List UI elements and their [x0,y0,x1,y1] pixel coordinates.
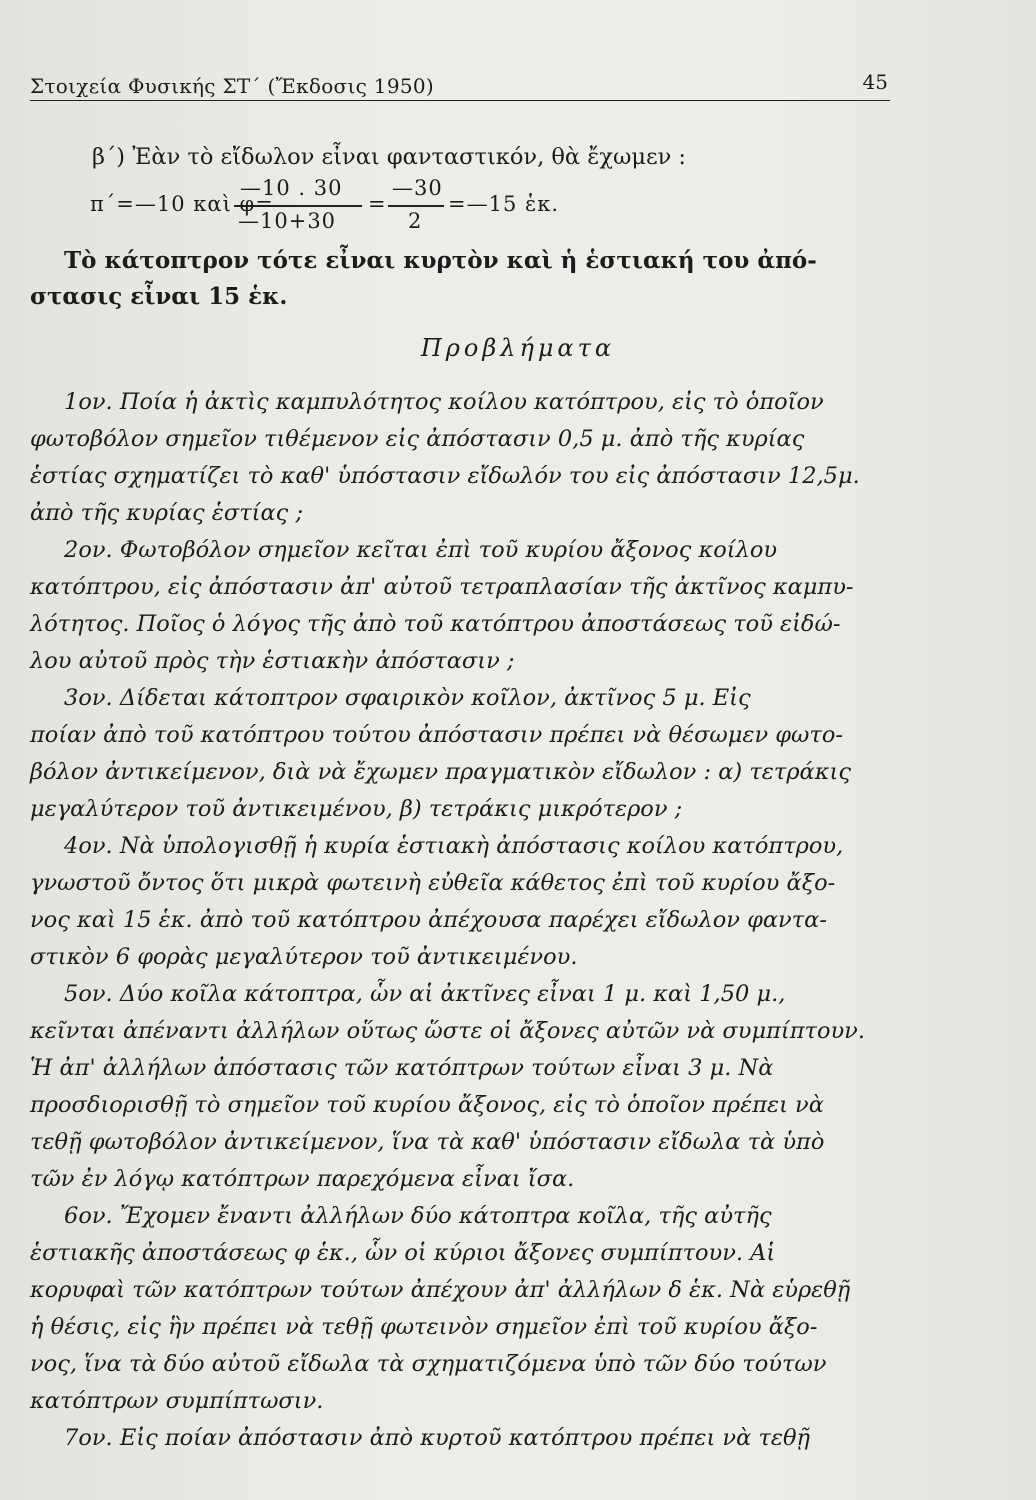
conclusion-line-2: στασις εἶναι 15 ἑκ. [30,283,288,310]
text-line: προσδιορισθῇ τὸ σημεῖον τοῦ κυρίου ἄξονος, εἰς τὸ ὁποῖον πρέπει νὰ [30,1092,824,1118]
text-line: 7ον. Εἰς ποίαν ἀπόστασιν ἀπὸ κυρτοῦ κατόπτρου πρέπει νὰ τεθῇ [64,1425,811,1451]
text-line: κατόπτρων συμπίπτωσιν. [30,1388,324,1414]
text-line: ποίαν ἀπὸ τοῦ κατόπτρου τούτου ἀπόστασιν πρέπει νὰ θέσωμεν φωτο- [30,722,843,748]
text-line: 3ον. Δίδεται κάτοπτρον σφαιρικὸν κοῖλον, ἀκτῖνος 5 μ. Εἰς [64,685,751,711]
text-line: τῶν ἐν λόγῳ κατόπτρων παρεχόμενα εἶναι ἴσα. [30,1166,575,1192]
page-number: 45 [862,70,888,94]
text-line: νος καὶ 15 ἑκ. ἀπὸ τοῦ κατόπτρου ἀπέχουσα παρέχει εἴδωλον φαντα- [30,907,827,933]
text-line: στικὸν 6 φορὰς μεγαλύτερον τοῦ ἀντικειμένου. [30,944,578,970]
text-line: λου αὐτοῦ πρὸς τὴν ἑστιακὴν ἀπόστασιν ; [30,648,515,674]
text-line: φωτοβόλον σημεῖον τιθέμενον εἰς ἀπόστασιν 0,5 μ. ἀπὸ τῆς κυρίας [30,426,805,452]
text-line: κεῖνται ἀπέναντι ἀλλήλων οὕτως ὥστε οἱ ἄξονες αὐτῶν νὰ συμπίπτουν. [30,1018,865,1044]
text-line: κατόπτρου, εἰς ἀπόστασιν ἀπ' αὐτοῦ τετραπλασίαν τῆς ἀκτῖνος καμπυ- [30,574,854,600]
text-line: βόλον ἀντικείμενον, διὰ νὰ ἔχωμεν πραγματικὸν εἴδωλον : α) τετράκις [30,759,851,785]
text-line: 2ον. Φωτοβόλον σημεῖον κεῖται ἐπὶ τοῦ κυρίου ἄξονος κοίλου [64,537,778,563]
text-line: 4ον. Νὰ ὑπολογισθῇ ἡ κυρία ἑστιακὴ ἀπόστασις κοίλου κατόπτρου, [64,833,844,859]
text-line: νος, ἵνα τὰ δύο αὐτοῦ εἴδωλα τὰ σχηματιζόμενα ὑπὸ τῶν δύο τούτων [30,1351,827,1377]
text-line: ἡ θέσις, εἰς ἣν πρέπει νὰ τεθῇ φωτεινὸν σημεῖον ἐπὶ τοῦ κυρίου ἄξο- [30,1314,818,1340]
text-line: Ἡ ἀπ' ἀλλήλων ἀπόστασις τῶν κατόπτρων τούτων εἶναι 3 μ. Νὰ [30,1055,774,1081]
fraction2-denominator: 2 [408,209,423,233]
problems-heading: Προβλήματα [420,334,616,362]
text-line: 1ον. Ποία ἡ ἀκτὶς καμπυλότητος κοίλου κατόπτρου, εἰς τὸ ὁποῖον [64,389,824,415]
text-line: γνωστοῦ ὄντος ὅτι μικρὰ φωτεινὴ εὐθεῖα κάθετος ἐπὶ τοῦ κυρίου ἄξο- [30,870,836,896]
fraction1-numerator: —10 . 30 [240,176,343,200]
running-header [30,70,890,101]
header-title: Στοιχεία Φυσικής ΣΤ΄ (Ἔκδοσις 1950) [30,74,435,98]
text-line: μεγαλύτερον τοῦ ἀντικειμένου, β) τετράκις μικρότερον ; [30,796,683,822]
text-line: 5ον. Δύο κοῖλα κάτοπτρα, ὧν αἱ ἀκτῖνες εἶναι 1 μ. καὶ 1,50 μ., [64,981,786,1007]
fraction2-bar [388,205,444,207]
text-line: τεθῇ φωτοβόλον ἀντικείμενον, ἵνα τὰ καθ' ὑπόστασιν εἴδωλα τὰ ὑπὸ [30,1129,825,1155]
text-line: λότητος. Ποῖος ὁ λόγος τῆς ἀπὸ τοῦ κατόπτρου ἀποστάσεως τοῦ εἰδώ- [30,611,841,637]
text-line: ἀπὸ τῆς κυρίας ἑστίας ; [30,500,304,526]
fraction1-denominator: —10+30 [238,209,337,233]
equation-lhs: π΄=—10 καὶ φ= [90,192,274,216]
text-line: ἑστιακῆς ἀποστάσεως φ ἑκ., ὧν οἱ κύριοι ἄξονες συμπίπτουν. Αἱ [30,1240,776,1266]
equation-equals: = [368,192,387,216]
text-line: ἑστίας σχηματίζει τὸ καθ' ὑπόστασιν εἴδωλόν του εἰς ἀπόστασιν 12,5μ. [30,463,860,489]
conclusion-line-1: Τὸ κάτοπτρον τότε εἶναι κυρτὸν καὶ ἡ ἑστιακή του ἀπό- [64,247,817,274]
text-line: 6ον. Ἔχομεν ἔναντι ἀλλήλων δύο κάτοπτρα κοῖλα, τῆς αὐτῆς [64,1203,772,1229]
solution-intro: β΄) Ἐὰν τὸ εἴδωλον εἶναι φανταστικόν, θὰ ἔχωμεν : [92,144,687,170]
fraction2-numerator: —30 [392,176,443,200]
text-line: κορυφαὶ τῶν κατόπτρων τούτων ἀπέχουν ἀπ' ἀλλήλων δ ἑκ. Νὰ εὑρεθῇ [30,1277,851,1303]
equation-result: =—15 ἑκ. [448,192,560,216]
